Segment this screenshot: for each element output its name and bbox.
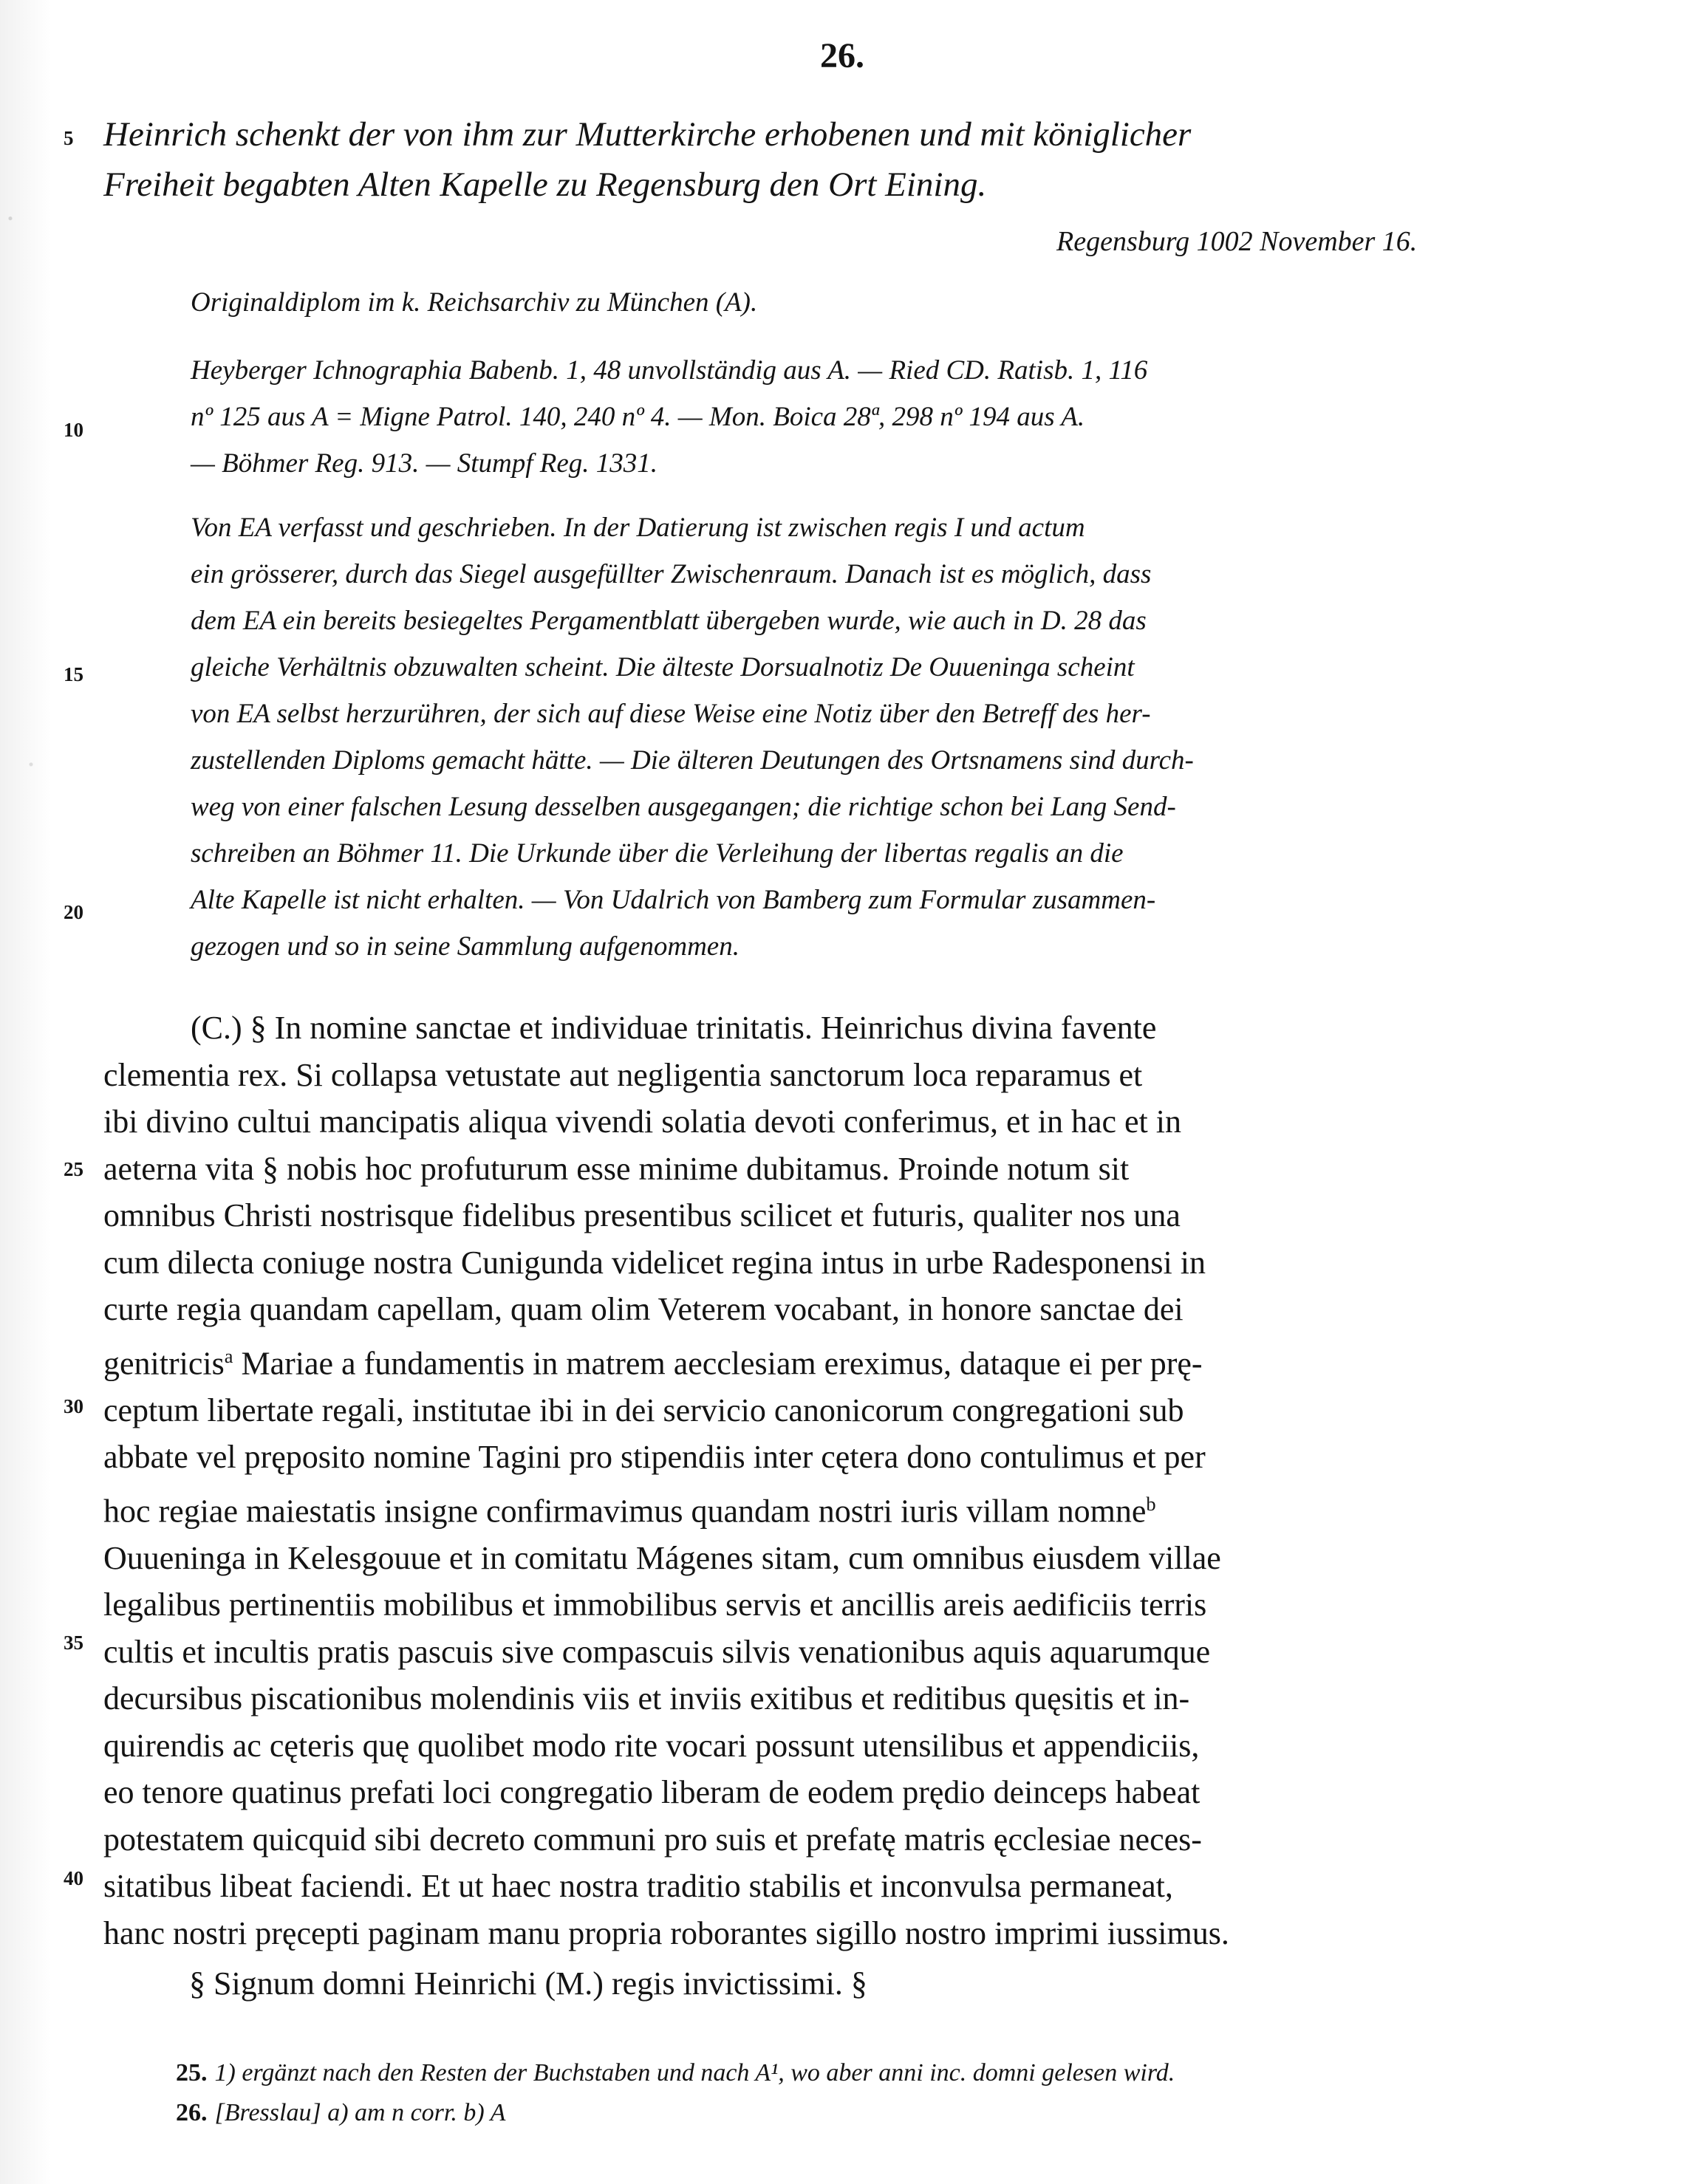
line-number: 40 bbox=[64, 1867, 83, 1889]
charter-line: genitricis$^a$ Mariae a fundamentis in matrem aecclesiam ereximus, dataque ei per prę- bbox=[103, 1344, 1203, 1382]
footnote-marker: b bbox=[1146, 1492, 1156, 1515]
editions-line: nº 125 aus A = Migne Patrol. 140, 240 nº 4. — Mon. Boica 28ª, 298 nº 194 aus A. bbox=[191, 402, 1085, 432]
commentary-line: weg von einer falschen Lesung desselben ausgegangen; die richtige schon bei Lang Send- bbox=[191, 792, 1176, 822]
line-number: 25 bbox=[64, 1158, 83, 1180]
charter-line: sitatibus libeat faciendi. Et ut haec nostra traditio stabilis et inconvulsa permaneat, bbox=[103, 1868, 1173, 1905]
line-number: 20 bbox=[64, 901, 83, 923]
line-number: 30 bbox=[64, 1395, 83, 1417]
charter-line: abbate vel pręposito nomine Tagini pro stipendiis inter cętera dono contulimus et per bbox=[103, 1439, 1206, 1476]
charter-line: aeterna vita § nobis hoc profuturum esse minime dubitamus. Proinde notum sit bbox=[103, 1150, 1130, 1187]
charter-line: omnibus Christi nostrisque fidelibus presentibus scilicet et futuris, qualiter nos una bbox=[103, 1197, 1181, 1233]
charter-text bbox=[103, 1004, 1585, 1957]
commentary-line: ein grösserer, durch das Siegel ausgefüllter Zwischenraum. Danach ist es möglich, dass bbox=[191, 559, 1152, 589]
charter-line: ceptum libertate regali, institutae ibi in dei servicio canonicorum congregationi sub bbox=[103, 1391, 1184, 1428]
commentary-line: gezogen und so in seine Sammlung aufgenommen. bbox=[191, 931, 740, 962]
line-number: 10 bbox=[64, 419, 83, 441]
source-line: Originaldiplom im k. Reichsarchiv zu München (A). bbox=[191, 287, 758, 318]
signum-line: § Signum domni Heinrichi (M.) regis invictissimi. § bbox=[189, 1965, 867, 2002]
charter-line: eo tenore quatinus prefati loci congregatio liberam de eodem prędio deinceps habeat bbox=[103, 1774, 1201, 1811]
charter-line: cum dilecta coniuge nostra Cunigunda videlicet regina intus in urbe Radesponensi in bbox=[103, 1244, 1206, 1281]
footnote: 26. [Bresslau] a) am n corr. b) A bbox=[176, 2099, 506, 2126]
commentary-line: zustellenden Diploms gemacht hätte. — Die älteren Deutungen des Ortsnamens sind durch- bbox=[191, 745, 1194, 776]
commentary-line: schreiben an Böhmer 11. Die Urkunde über die Verleihung der libertas regalis an die bbox=[191, 838, 1124, 869]
charter-line: (C.) § In nomine sanctae et individuae trinitatis. Heinrichus divina favente bbox=[191, 1010, 1157, 1046]
title-line-2: Freiheit begabten Alten Kapelle zu Regensburg den Ort Eining. bbox=[103, 165, 987, 204]
charter-line: potestatem quicquid sibi decreto communi pro suis et prefatę matris ęcclesiae neces- bbox=[103, 1821, 1202, 1858]
charter-line: Ouueninga in Kelesgouue et in comitatu Mágenes sitam, cum omnibus eiusdem villae bbox=[103, 1539, 1221, 1576]
commentary-line: gleiche Verhältnis obzuwalten scheint. Die älteste Dorsualnotiz De Ouueninga scheint bbox=[191, 652, 1135, 682]
scan-edge-artifact bbox=[0, 0, 52, 2184]
footnotes bbox=[176, 2053, 1182, 2133]
charter-line: cultis et incultis pratis pascuis sive compascuis silvis venationibus aquis aquarumque bbox=[103, 1633, 1211, 1670]
charter-line: ibi divino cultui mancipatis aliqua vivendi solatia devoti conferimus, et in hac et in bbox=[103, 1103, 1181, 1140]
commentary-line: von EA selbst herzurühren, der sich auf diese Weise eine Notiz über den Betreff des her- bbox=[191, 699, 1151, 729]
editions-block bbox=[191, 347, 1579, 487]
commentary-line: dem EA ein bereits besiegeltes Pergamentblatt übergeben wurde, wie auch in D. 28 das bbox=[191, 606, 1147, 636]
charter-line: curte regia quandam capellam, quam olim Veterem vocabant, in honore sanctae dei bbox=[103, 1291, 1184, 1327]
editions-line: Heyberger Ichnographia Babenb. 1, 48 unvollständig aus A. — Ried CD. Ratisb. 1, 116 bbox=[191, 355, 1148, 386]
document-title bbox=[103, 109, 1551, 210]
footnote-marker: a bbox=[224, 1344, 233, 1367]
commentary-line: Alte Kapelle ist nicht erhalten. — Von Udalrich von Bamberg zum Formular zusammen- bbox=[191, 885, 1156, 915]
charter-line: hoc regiae maiestatis insigne confirmavimus quandam nostri iuris villam nomne$^b$ bbox=[103, 1492, 1156, 1530]
document-number: 26. bbox=[820, 36, 864, 75]
charter-line: hanc nostri pręcepti paginam manu propria roborantes sigillo nostro imprimi iussimus. bbox=[103, 1914, 1229, 1951]
commentary-block bbox=[191, 504, 1579, 970]
place-date: Regensburg 1002 November 16. bbox=[1056, 226, 1418, 257]
commentary-line: Von EA verfasst und geschrieben. In der Datierung ist zwischen regis I und actum bbox=[191, 513, 1085, 543]
title-line-1: Heinrich schenkt der von ihm zur Mutterkirche erhobenen und mit königlicher bbox=[103, 115, 1192, 154]
footnote: 25. 1) ergänzt nach den Resten der Buchstaben und nach A¹, wo aber anni inc. domni gelesen wird. bbox=[176, 2059, 1175, 2087]
editions-line: — Böhmer Reg. 913. — Stumpf Reg. 1331. bbox=[191, 448, 658, 479]
charter-line: clementia rex. Si collapsa vetustate aut negligentia sanctorum loca reparamus et bbox=[103, 1056, 1143, 1093]
charter-line: decursibus piscationibus molendinis viis et inviis exitibus et reditibus quęsitis et in- bbox=[103, 1680, 1190, 1717]
line-number: 5 bbox=[64, 127, 74, 149]
charter-line: legalibus pertinentiis mobilibus et immobilibus servis et ancillis areis aedificiis terris bbox=[103, 1586, 1207, 1623]
line-number: 35 bbox=[64, 1632, 83, 1654]
charter-line: quirendis ac cęteris quę quolibet modo rite vocari possunt utensilibus et appendiciis, bbox=[103, 1727, 1200, 1764]
line-number: 15 bbox=[64, 663, 83, 685]
